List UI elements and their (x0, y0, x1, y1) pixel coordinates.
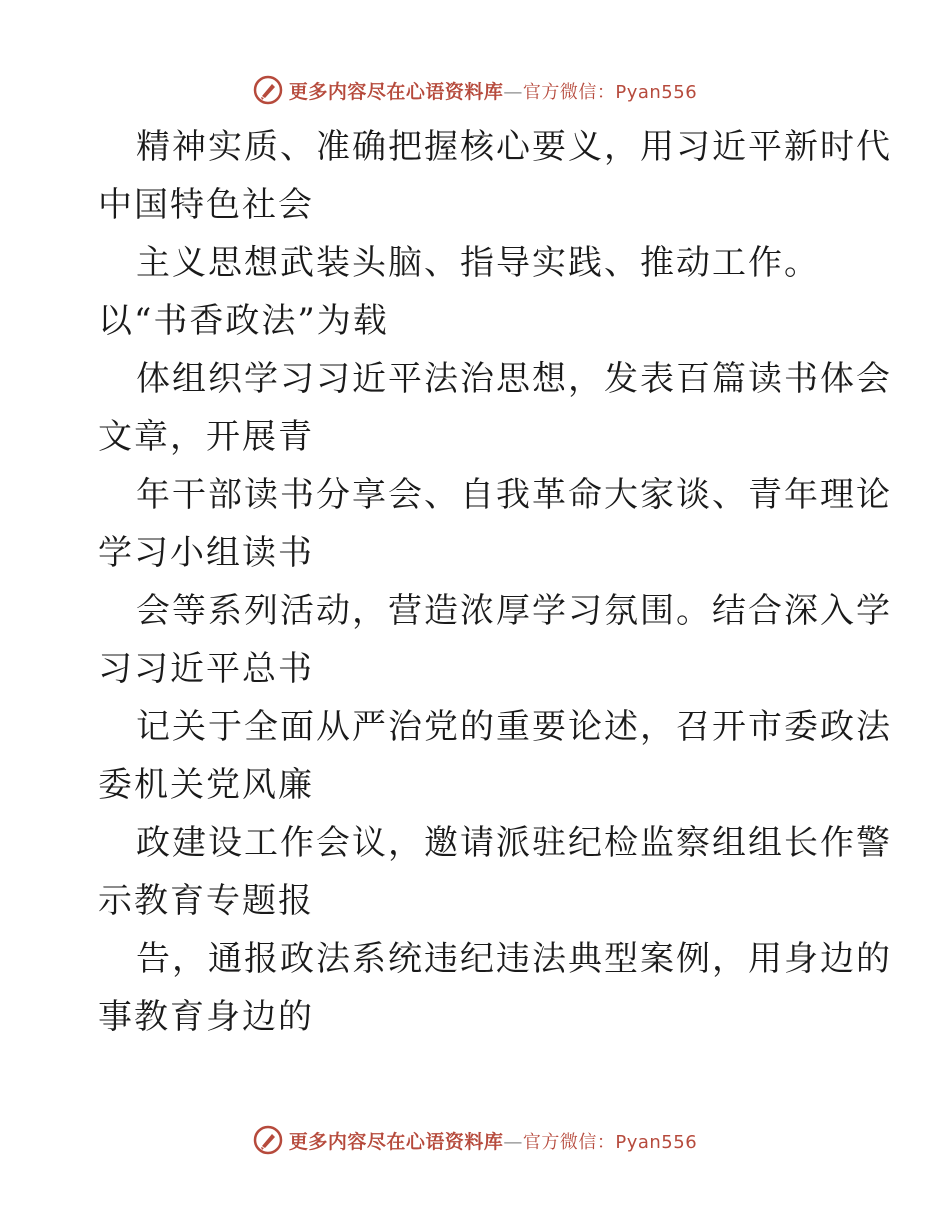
pen-nib-logo-icon (253, 75, 283, 105)
footer-watermark (0, 1120, 950, 1160)
text-line: 年干部读书分享会、自我革命大家谈、青年理论 (136, 475, 892, 515)
pen-nib-logo-icon (253, 1125, 283, 1155)
text-line: 记关于全面从严治党的重要论述，召开市委政法 (136, 707, 892, 747)
text-line: 文章，开展青 (98, 417, 314, 457)
text-line: 会等系列活动，营造浓厚学习氛围。结合深入学 (136, 591, 892, 631)
document-body (98, 118, 892, 1046)
text-line: 事教育身边的 (98, 997, 314, 1037)
watermark-wechat: 官方微信：Pyan556 (522, 81, 698, 103)
watermark-text (289, 1127, 697, 1154)
watermark-dash: — (503, 80, 523, 103)
text-line: 政建设工作会议，邀请派驻纪检监察组组长作警 (136, 823, 892, 863)
watermark-chinese: 更多内容尽在心语资料库 (288, 80, 504, 103)
text-line: 体组织学习习近平法治思想，发表百篇读书体会 (136, 359, 892, 399)
text-line: 精神实质、准确把握核心要义，用习近平新时代 (136, 127, 892, 167)
text-line: 示教育专题报 (98, 881, 314, 921)
text-line: 主义思想武装头脑、指导实践、推动工作。 (136, 243, 820, 283)
text-line: 告，通报政法系统违纪违法典型案例，用身边的 (136, 939, 892, 979)
text-line: 习习近平总书 (98, 649, 314, 689)
watermark-text (289, 77, 697, 104)
watermark-wechat: 官方微信：Pyan556 (522, 1131, 698, 1153)
text-line: 中国特色社会 (98, 185, 314, 225)
watermark-chinese: 更多内容尽在心语资料库 (288, 1130, 504, 1153)
text-line: 委机关党风廉 (98, 765, 314, 805)
header-watermark (0, 70, 950, 110)
text-line: 以“书香政法”为载 (98, 301, 389, 341)
text-line: 学习小组读书 (98, 533, 314, 573)
watermark-dash: — (503, 1130, 523, 1153)
